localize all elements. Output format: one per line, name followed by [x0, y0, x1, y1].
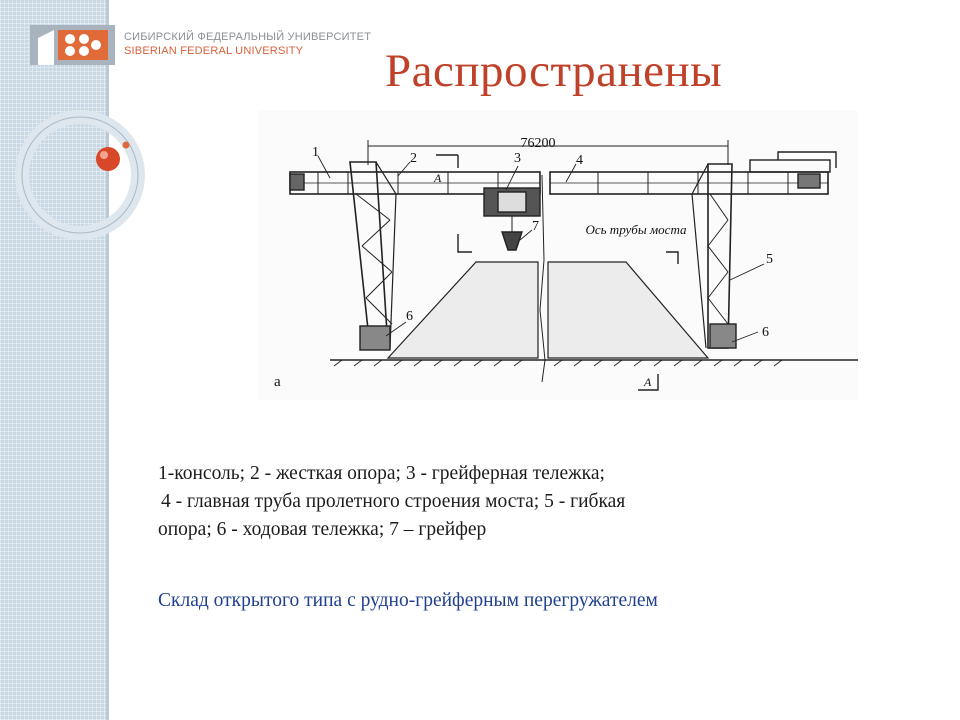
callout-4: 4 — [576, 153, 583, 168]
callout-6-left: 6 — [406, 309, 413, 324]
axis-label: Ось трубы моста — [585, 222, 687, 237]
callout-7: 7 — [532, 219, 539, 234]
panel-label: а — [274, 374, 281, 390]
callout-6-right: 6 — [762, 325, 769, 340]
small-ball-icon — [123, 142, 130, 149]
slide-title: Распространены — [385, 45, 723, 97]
university-name-ru: СИБИРСКИЙ ФЕДЕРАЛЬНЫЙ УНИВЕРСИТЕТ — [124, 31, 372, 43]
caption-line-1: 1-консоль; 2 - жесткая опора; 3 - грейферная тележка; — [158, 463, 605, 484]
callout-1: 1 — [312, 145, 319, 160]
caption-line-3: опора; 6 - ходовая тележка; 7 – грейфер — [158, 519, 487, 540]
diagram-labels — [258, 110, 858, 400]
section-marker-top: A — [434, 171, 442, 185]
span-dimension: 76200 — [520, 136, 556, 151]
callout-2: 2 — [410, 151, 417, 166]
caption-line-2: 4 - главная труба пролетного строения моста; 5 - гибкая — [161, 491, 626, 512]
figure-caption — [158, 460, 858, 544]
crane-diagram — [258, 110, 858, 400]
university-name-en: SIBERIAN FEDERAL UNIVERSITY — [124, 45, 304, 57]
university-name — [124, 30, 371, 58]
callout-3: 3 — [514, 151, 521, 166]
callout-5: 5 — [766, 252, 773, 267]
university-logo — [30, 20, 115, 70]
section-marker-bottom: A — [644, 375, 652, 389]
slide-subtitle: Склад открытого типа с рудно-грейферным перегружателем — [158, 590, 658, 611]
orange-ball-icon — [96, 147, 120, 171]
